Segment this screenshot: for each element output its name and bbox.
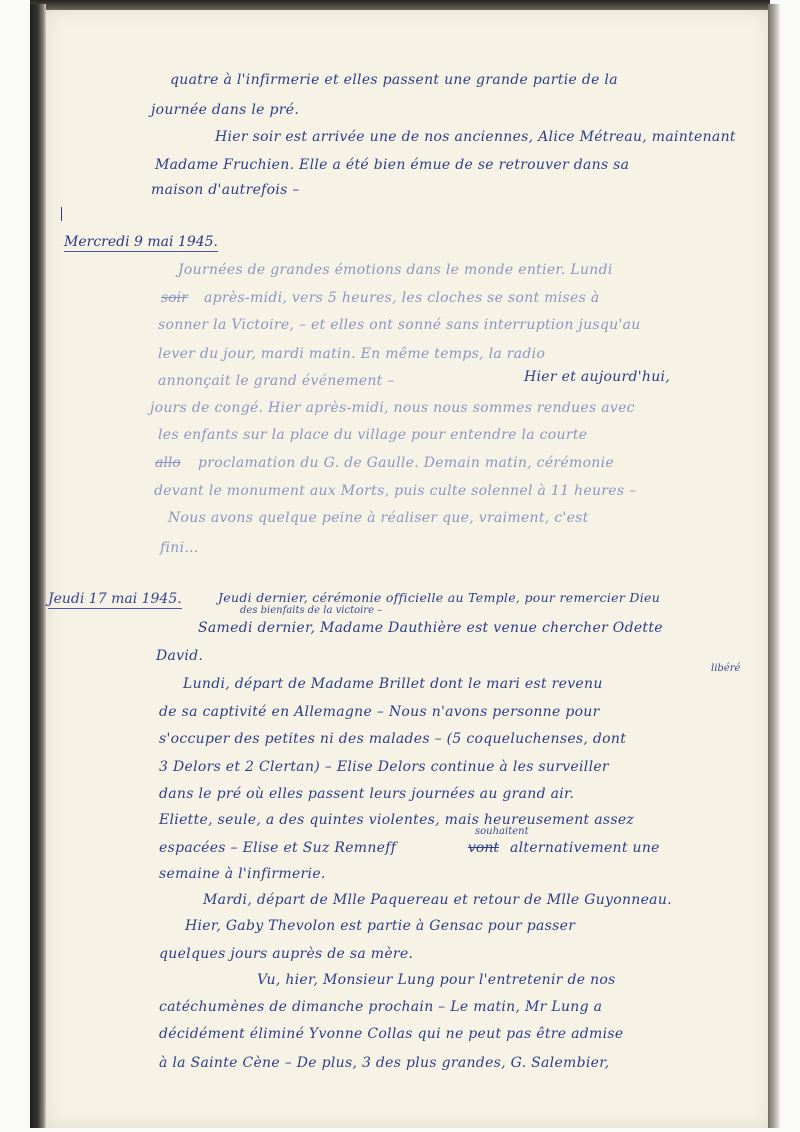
text-line: sonner la Victoire, – et elles ont sonné sans interruption jusqu'au [158,317,641,333]
text-line: les enfants sur la place du village pour entendre la courte [158,427,588,443]
text-line: 3 Delors et 2 Clertan) – Elise Delors continue à les surveiller [159,759,609,775]
text-line: Nous avons quelque peine à réaliser que, vraiment, c'est [168,510,589,526]
text-line: Samedi dernier, Madame Dauthière est venue chercher Odette [198,620,663,636]
text-line: quelques jours auprès de sa mère. [159,946,414,962]
inserted-text: libéré [711,663,741,674]
text-line: après-midi, vers 5 heures, les cloches se sont mises à [204,290,600,306]
struck-word: vont [468,840,499,856]
text-line: décidément éliminé Yvonne Collas qui ne peut pas être admise [159,1026,624,1042]
inserted-text: souhaitent [475,826,529,837]
text-line: Vu, hier, Monsieur Lung pour l'entretenir de nos [257,972,616,988]
text-line: annonçait le grand événement – [158,373,395,389]
text-line: semaine à l'infirmerie. [159,866,326,882]
text-line: Lundi, départ de Madame Brillet dont le mari est revenu [183,676,603,692]
text-line: jours de congé. Hier après-midi, nous nous sommes rendues avec [150,400,635,416]
text-line: David. [156,648,204,664]
text-line: alternativement une [510,840,660,856]
text-line: quatre à l'infirmerie et elles passent une grande partie de la [170,72,618,88]
text-line: Mardi, départ de Mlle Paquereau et retour de Mlle Guyonneau. [203,892,672,908]
text-line: Journées de grandes émotions dans le monde entier. Lundi [178,262,613,278]
text-line: dans le pré où elles passent leurs journées au grand air. [159,786,575,802]
text-line: catéchumènes de dimanche prochain – Le matin, Mr Lung a [159,999,603,1015]
text-line: lever du jour, mardi matin. En même temps, la radio [158,346,546,362]
text-line: Madame Fruchien. Elle a été bien émue de se retrouver dans sa [155,157,630,173]
text-line: devant le monument aux Morts, puis culte solennel à 11 heures – [154,483,637,499]
text-line: fini... [160,540,199,556]
text-line: journée dans le pré. [151,102,300,118]
text-line: à la Sainte Cène – De plus, 3 des plus grandes, G. Salembier, [159,1055,610,1071]
entry-date: Jeudi 17 mai 1945. [48,591,182,607]
text-line: Hier, Gaby Thevolon est partie à Gensac pour passer [185,918,576,934]
text-line: Hier et aujourd'hui, [524,369,671,385]
text-line: maison d'autrefois – [151,182,300,198]
text-line: proclamation du G. de Gaulle. Demain matin, cérémonie [198,455,614,471]
page-right-edge [768,4,780,1128]
struck-word: allo [155,455,181,471]
struck-word: soir [161,290,188,306]
text-line: espacées – Elise et Suz Remneff [159,840,397,856]
entry-date: Mercredi 9 mai 1945. [64,234,219,250]
binding-edge [30,4,46,1128]
text-line: Hier soir est arrivée une de nos anciennes, Alice Métreau, maintenant [215,129,736,145]
text-line: Eliette, seule, a des quintes violentes, mais heureusement assez [159,812,635,828]
scan-top-shadow [30,0,770,10]
inserted-text: des bienfaits de la victoire – [240,605,383,616]
margin-mark [61,207,62,221]
text-line: Jeudi dernier, cérémonie officielle au Temple, pour remercier Dieu [218,590,661,605]
text-line: de sa captivité en Allemagne – Nous n'avons personne pour [159,704,600,720]
text-line: s'occuper des petites ni des malades – (5 coqueluchenses, dont [159,731,627,747]
